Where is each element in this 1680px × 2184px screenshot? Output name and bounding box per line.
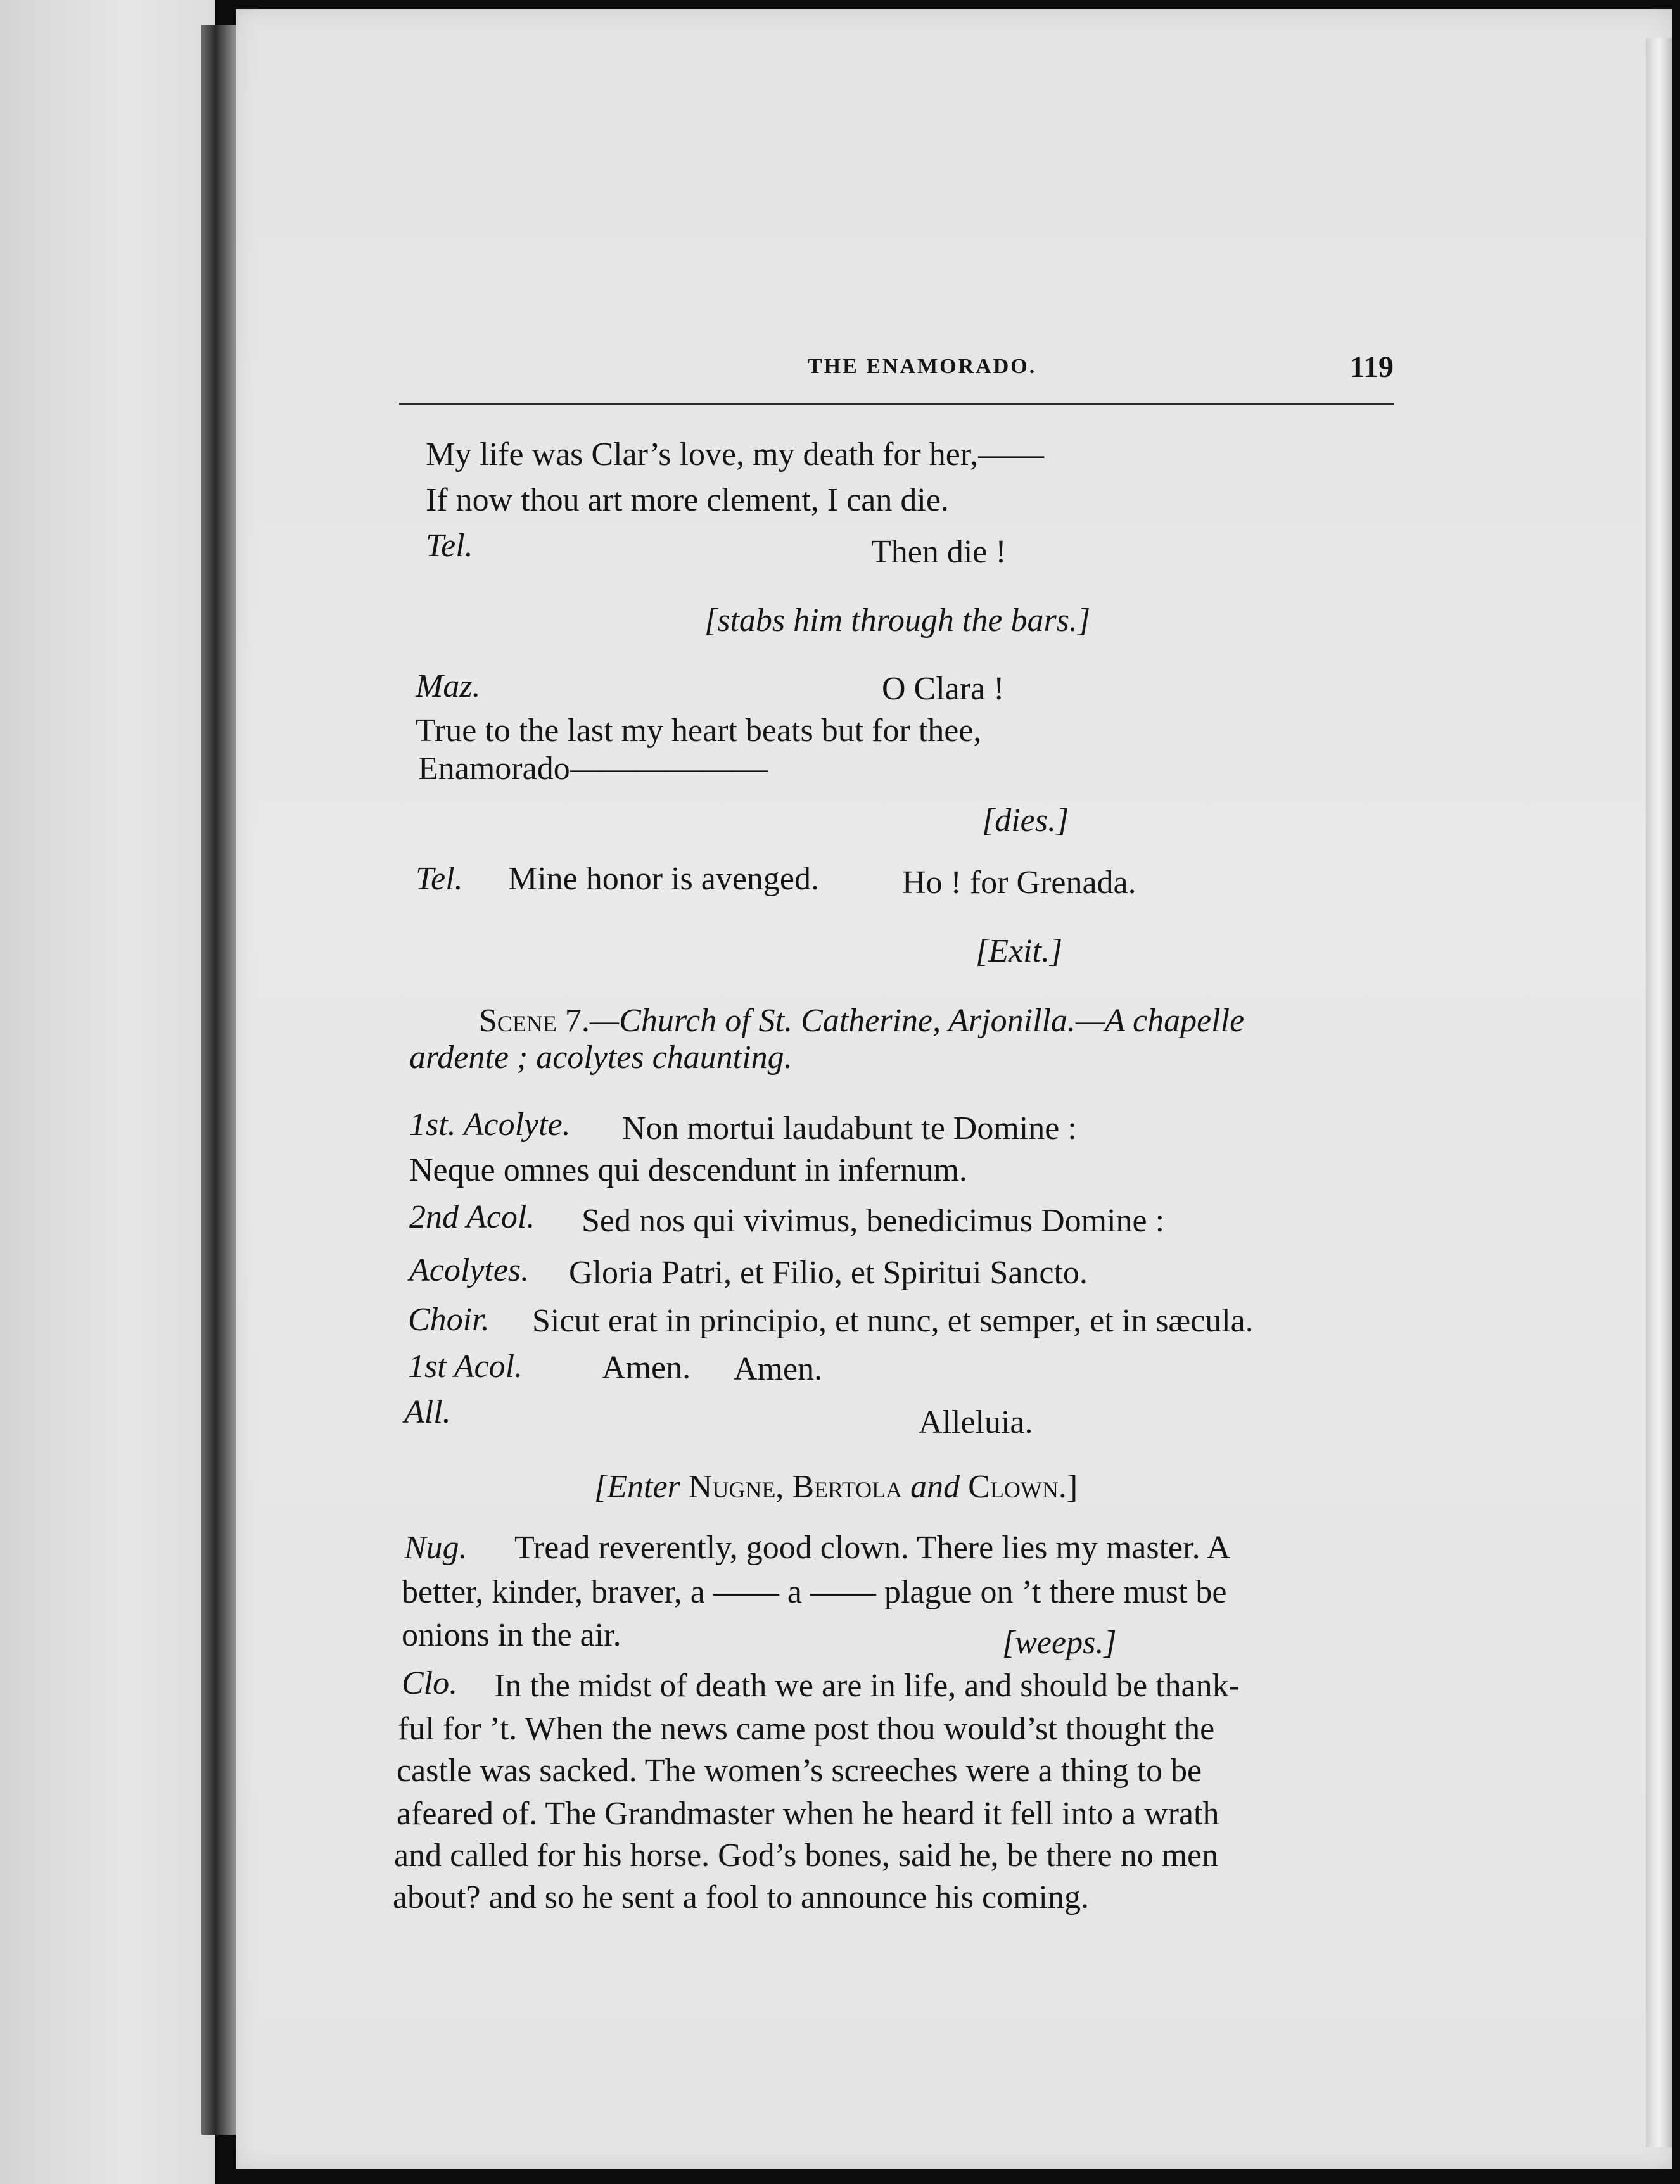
scene-description: —Church of St. Catherine, Arjonilla.—A chapelle bbox=[589, 1003, 1245, 1039]
verse-line: Alleluia. bbox=[919, 1404, 1033, 1440]
verse-line: Gloria Patri, et Filio, et Spiritui Sancto. bbox=[569, 1255, 1088, 1291]
verse-line: True to the last my heart beats but for thee, bbox=[416, 713, 982, 749]
prose-line: and called for his horse. God’s bones, said he, be there no men bbox=[394, 1838, 1219, 1874]
verse-line: My life was Clar’s love, my death for her,—— bbox=[426, 436, 1045, 473]
speaker-name: Nug. bbox=[404, 1530, 468, 1566]
speaker-name: Tel. bbox=[426, 528, 473, 564]
verse-line: If now thou art more clement, I can die. bbox=[426, 482, 949, 518]
speaker-name: Maz. bbox=[416, 668, 481, 704]
prose-line: about? and so he sent a fool to announce his coming. bbox=[393, 1879, 1089, 1915]
prose-line: afeared of. The Grandmaster when he heard it fell into a wrath bbox=[397, 1796, 1219, 1832]
verse-line: Sicut erat in principio, et nunc, et semper, et in sæcula. bbox=[532, 1303, 1254, 1339]
prose-line: ful for ’t. When the news came post thou would’st thought the bbox=[398, 1711, 1215, 1747]
verse-line: Neque omnes qui descendunt in infernum. bbox=[409, 1152, 967, 1188]
prose-line: better, kinder, braver, a —— a —— plague on ’t there must be bbox=[402, 1574, 1227, 1610]
speaker-name: Acolytes. bbox=[409, 1252, 530, 1288]
page-number: 119 bbox=[1349, 350, 1394, 384]
stage-direction: [stabs him through the bars.] bbox=[704, 602, 1091, 638]
speaker-name: Choir. bbox=[408, 1302, 490, 1338]
character-name: Clown.] bbox=[968, 1469, 1078, 1505]
running-title: THE ENAMORADO. bbox=[808, 355, 1037, 378]
verse-line: Amen. bbox=[734, 1351, 823, 1387]
character-name: Nugne, bbox=[688, 1469, 784, 1505]
stage-direction: [Enter Nugne, Bertola and Clown.] bbox=[594, 1469, 1078, 1505]
verse-line: Enamorado—————— bbox=[418, 751, 768, 787]
scene-heading bbox=[479, 1002, 1244, 1040]
verse-line: Sed nos qui vivimus, benedicimus Domine : bbox=[582, 1203, 1165, 1239]
page-edge bbox=[1646, 38, 1672, 2147]
header-rule bbox=[399, 403, 1394, 405]
speaker-name: Clo. bbox=[402, 1665, 458, 1701]
facing-page-edge bbox=[0, 0, 215, 2184]
verse-line: Amen. bbox=[602, 1350, 691, 1386]
prose-line: Tread reverently, good clown. There lies my master. A bbox=[514, 1530, 1231, 1566]
speaker-name: All. bbox=[404, 1394, 451, 1430]
book-gutter bbox=[201, 25, 237, 2135]
running-header bbox=[405, 350, 1394, 393]
verse-line: Ho ! for Grenada. bbox=[902, 865, 1136, 901]
speaker-name: 1st. Acolyte. bbox=[409, 1107, 571, 1143]
prose-line: In the midst of death we are in life, and should be thank- bbox=[494, 1668, 1240, 1704]
stage-direction: [weeps.] bbox=[1002, 1625, 1117, 1661]
stage-direction: [Exit.] bbox=[976, 933, 1063, 969]
verse-line: Then die ! bbox=[871, 534, 1007, 570]
verse-line: Non mortui laudabunt te Domine : bbox=[622, 1110, 1077, 1146]
speaker-name: 2nd Acol. bbox=[409, 1199, 535, 1235]
prose-line: castle was sacked. The women’s screeches were a thing to be bbox=[397, 1753, 1202, 1789]
speaker-name: 1st Acol. bbox=[408, 1349, 523, 1385]
stage-direction: [dies.] bbox=[982, 803, 1069, 839]
verse-line: Mine honor is avenged. bbox=[508, 861, 820, 897]
scene-description: ardente ; acolytes chaunting. bbox=[409, 1039, 792, 1076]
prose-line: onions in the air. bbox=[402, 1617, 621, 1653]
scene-label: Scene 7. bbox=[479, 1003, 590, 1039]
speaker-name: Tel. bbox=[416, 861, 463, 897]
verse-line: O Clara ! bbox=[882, 671, 1005, 707]
character-name: Bertola bbox=[792, 1469, 903, 1505]
